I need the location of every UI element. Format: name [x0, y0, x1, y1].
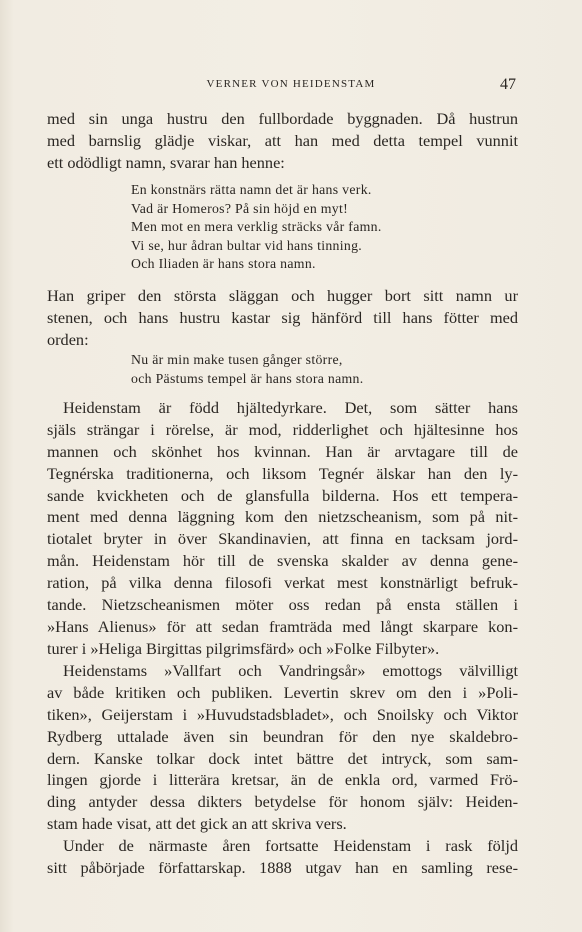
text-line: Han griper den största släggan och hugger bort sitt namn ur — [47, 286, 518, 305]
page-number: 47 — [500, 76, 516, 93]
verse-line: Vi se, hur ådran bultar vid hans tinning. — [131, 237, 363, 253]
text-line: ding antyder dessa dikters betydelse för honom själv: Heiden- — [47, 792, 518, 812]
verse-line: Men mot en mera verklig sträcks vår famn. — [131, 219, 382, 234]
text-line: turer i »Heliga Birgittas pilgrimsfärd» och »Folke Filbyter». — [47, 638, 440, 658]
text-line: sande kvickheten och de glansfulla bilderna. Hos ett tempera- — [47, 485, 518, 505]
text-line: själs strängar i rörelse, är mod, ridderlighet och hjältesinne hos — [47, 419, 518, 439]
text-line: Under de närmaste åren fortsatte Heidenstam i rask följd — [63, 836, 518, 855]
text-line: Tegnérska traditionerna, och liksom Tegnér älskar han den ly- — [47, 463, 518, 483]
text-line: stam hade visat, att det gick an att skriva vers. — [47, 814, 347, 834]
verse-line: Vad är Homeros? På sin höjd en myt! — [131, 200, 349, 216]
verse-line: Nu är min make tusen gånger större, — [131, 352, 343, 367]
text-line: sitt påbörjade författarskap. 1888 utgav han en samling rese- — [47, 857, 518, 877]
text-line: »Hans Alienus» för att sedan framträda med långt skarpare kon- — [47, 616, 518, 636]
text-line: stenen, och hans hustru kastar sig hänförd till hans fötter med — [47, 307, 518, 327]
paragraph-5 — [47, 835, 518, 879]
text-line: ration, på vilka denna filosofi verkat mest konstnärligt befruk- — [47, 573, 518, 593]
text-line: orden: — [47, 329, 89, 349]
text-line: tiotalet bryter in över Skandinavien, att finna en tacksam jord- — [47, 529, 518, 549]
text-line: mannen och skönhet hos kvinnan. Han är arvtagare till de — [47, 441, 518, 461]
text-line: tande. Nietzscheanismen möter oss redan på ensta ställen i — [47, 595, 518, 615]
verse-quote-1 — [131, 181, 451, 274]
text-line: Heidenstam är född hjältedyrkare. Det, som sätter hans — [63, 398, 518, 417]
verse-line: Och Iliaden är hans stora namn. — [131, 256, 316, 271]
text-line: Heidenstams »Vallfart och Vandringsår» emottogs välvilligt — [63, 661, 518, 680]
paragraph-3 — [47, 397, 518, 660]
text-line: av både kritiken och publiken. Levertin skrev om den i »Poli- — [47, 682, 518, 702]
text-line: Rydberg uttalade även sin beundran för den nye skaldebro- — [47, 726, 518, 746]
running-title: VERNER VON HEIDENSTAM — [206, 78, 376, 90]
verse-quote-2 — [131, 351, 451, 388]
text-line: med barnslig glädje viskar, att han med detta tempel vunnit — [47, 130, 518, 150]
verse-line: En konstnärs rätta namn det är hans verk. — [131, 182, 372, 197]
verse-line: och Pästums tempel är hans stora namn. — [131, 370, 364, 386]
paragraph-4 — [47, 660, 518, 835]
text-line: med sin unga hustru den fullbordade byggnaden. Då hustrun — [47, 109, 518, 128]
text-line: lingen gjorde i litterära kretsar, än de enkla ord, varmed Frö- — [47, 770, 518, 790]
text-line: tiken», Geijerstam i »Huvudstadsbladet», och Snoilsky och Viktor — [47, 704, 518, 724]
text-line: mån. Heidenstam hör till de svenska skalder av denna gene- — [47, 551, 518, 571]
text-line: ett odödligt namn, svarar han henne: — [47, 152, 285, 172]
text-line: ment med denna läggning kom den nietzscheanism, som på nit- — [47, 507, 518, 527]
paragraph-2 — [47, 285, 518, 351]
paragraph-1 — [47, 108, 518, 174]
text-line: dern. Kanske tolkar dock intet bättre det intryck, som sam- — [47, 748, 518, 768]
